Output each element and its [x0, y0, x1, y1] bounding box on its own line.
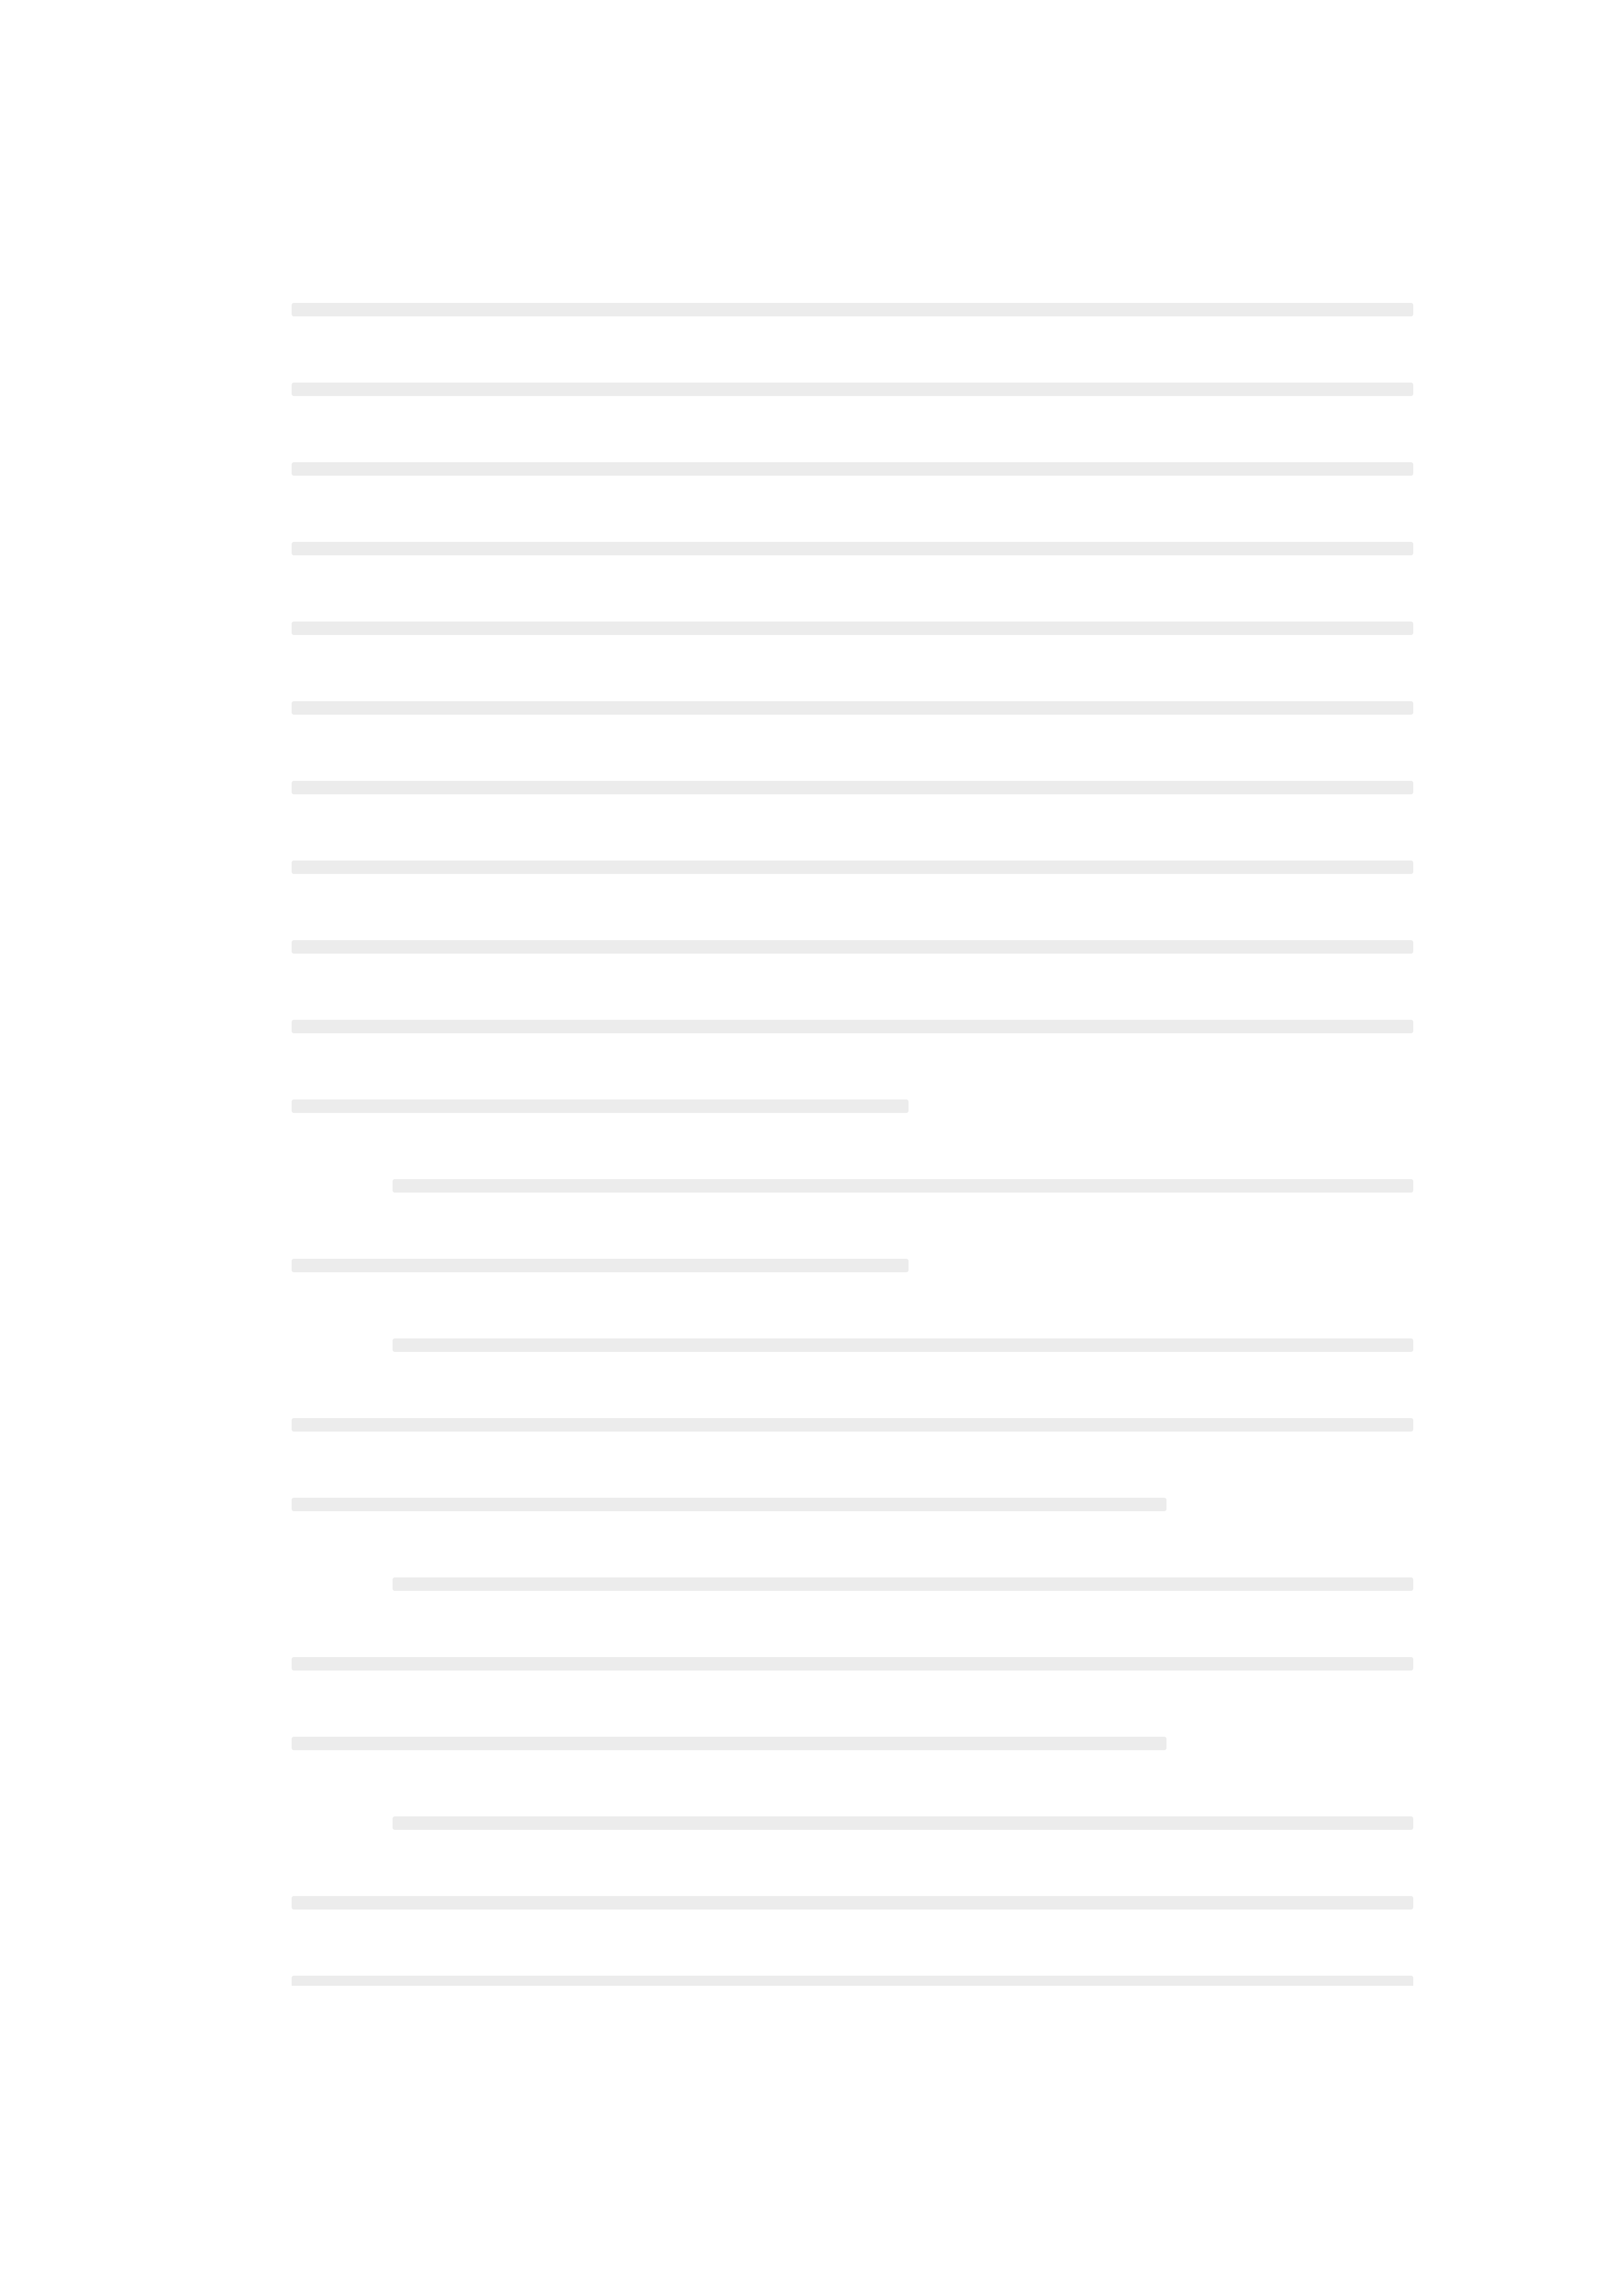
document-body — [292, 303, 1413, 1986]
text-line-placeholder — [292, 383, 1413, 396]
text-line-placeholder — [292, 1896, 1413, 1910]
text-line-placeholder — [292, 1020, 1413, 1033]
text-line-placeholder — [393, 1338, 1413, 1352]
text-line-placeholder — [292, 1737, 1166, 1750]
text-line-placeholder — [292, 303, 1413, 316]
text-line-placeholder — [292, 1976, 1413, 1986]
text-line-placeholder — [292, 1418, 1413, 1432]
page-footer — [0, 2120, 1623, 2154]
text-line-placeholder — [292, 542, 1413, 555]
text-line-placeholder — [292, 622, 1413, 635]
text-line-placeholder — [292, 940, 1413, 954]
text-line-placeholder — [292, 1657, 1413, 1671]
text-line-placeholder — [292, 1099, 909, 1113]
text-line-placeholder — [292, 861, 1413, 874]
text-line-placeholder — [292, 1259, 909, 1272]
text-line-placeholder — [292, 701, 1413, 715]
text-line-placeholder — [393, 1577, 1413, 1591]
text-line-placeholder — [292, 462, 1413, 476]
text-line-placeholder — [292, 781, 1413, 794]
text-line-placeholder — [393, 1179, 1413, 1193]
text-line-placeholder — [292, 1498, 1166, 1511]
text-line-placeholder — [393, 1816, 1413, 1830]
